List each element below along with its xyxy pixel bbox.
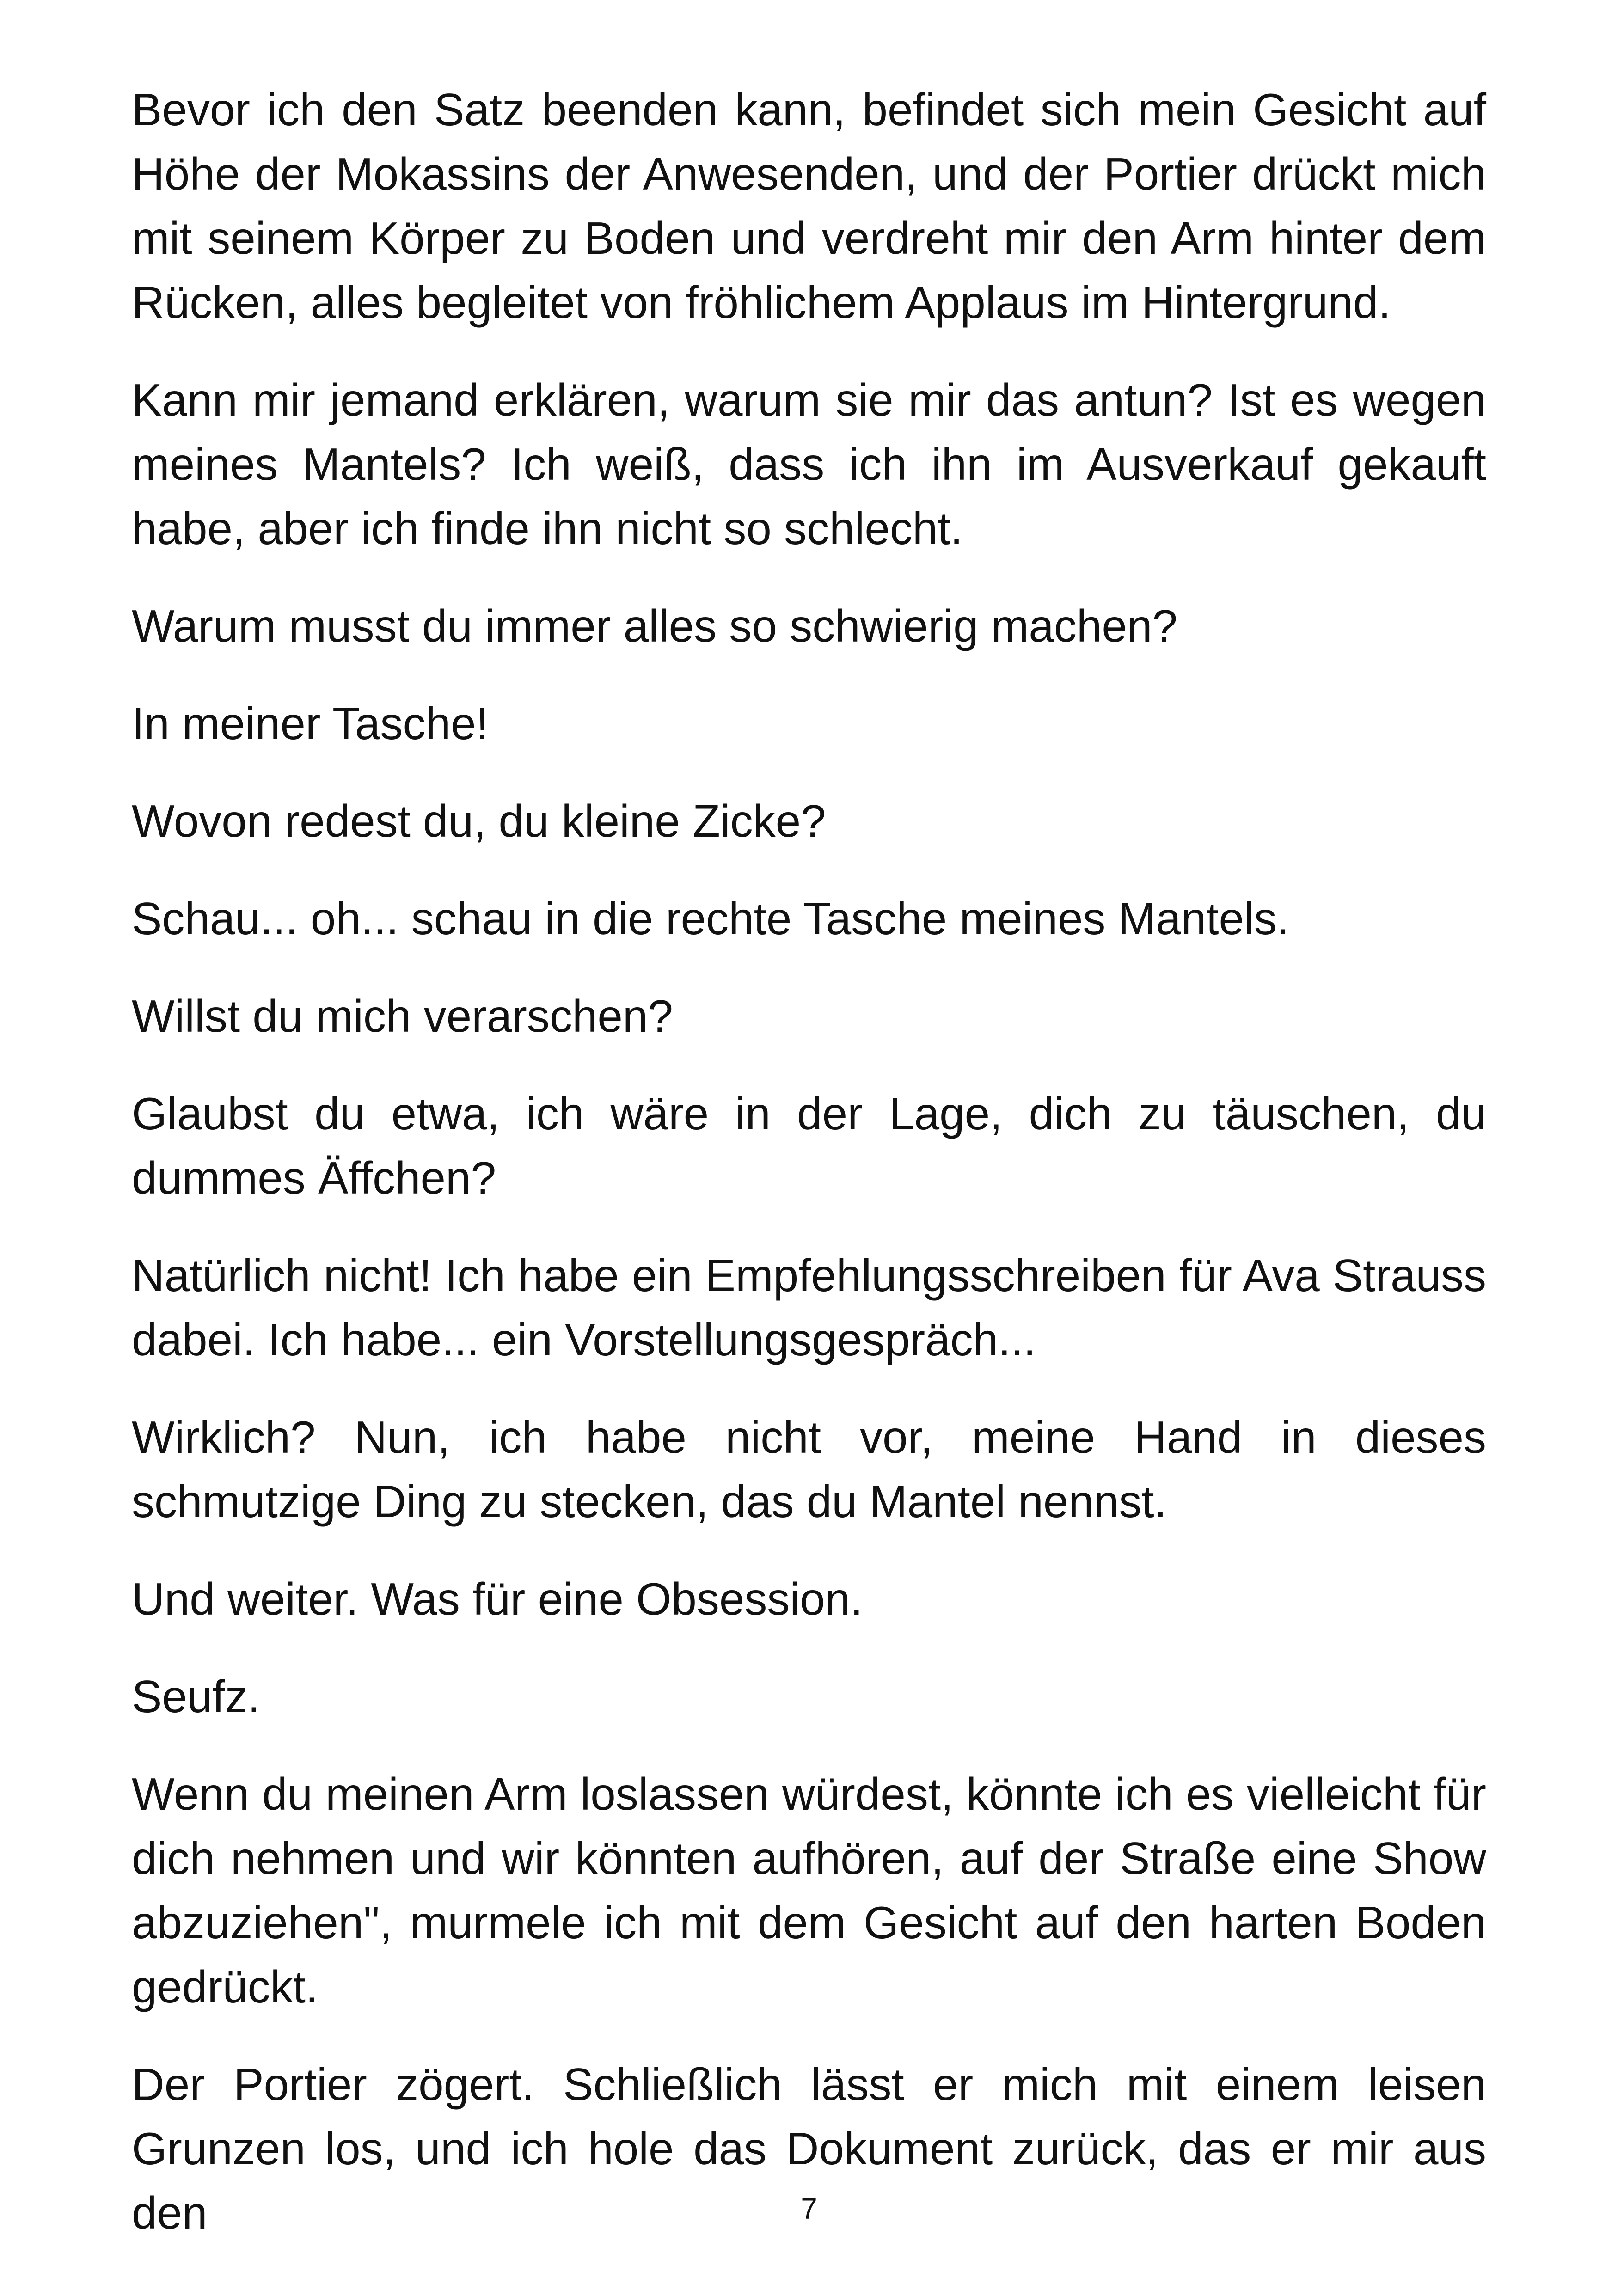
paragraph: Wovon redest du, du kleine Zicke? — [132, 796, 826, 846]
paragraph: Natürlich nicht! Ich habe ein Empfehlungsschreiben für Ava Strauss dabei. Ich habe... ein Vorstellungsgespräch... — [132, 1250, 1486, 1365]
paragraph: Der Portier zögert. Schließlich lässt er mich mit einem leisen Grunzen los, und ich hole das Dokument zurück, das er mir aus den — [132, 2059, 1486, 2238]
paragraph: In meiner Tasche! — [132, 698, 489, 749]
paragraph: Wirklich? Nun, ich habe nicht vor, meine Hand in dieses schmutzige Ding zu stecken, das du Mantel nennst. — [132, 1412, 1486, 1527]
paragraph: Warum musst du immer alles so schwierig machen? — [132, 600, 1177, 651]
paragraph: Und weiter. Was für eine Obsession. — [132, 1574, 863, 1624]
paragraph: Willst du mich verarschen? — [132, 991, 673, 1041]
paragraph: Seufz. — [132, 1671, 260, 1722]
paragraph: Bevor ich den Satz beenden kann, befindet sich mein Gesicht auf Höhe der Mokassins der Anwesenden, und der Portier drückt mich mit seinem Körper zu Boden und verdreht mir den Arm hinter dem Rücken, alles begleitet von fröhlichem Applaus im Hintergrund. — [132, 84, 1486, 328]
page-number: 7 — [801, 2192, 817, 2225]
paragraph: Schau... oh... schau in die rechte Tasche meines Mantels. — [132, 893, 1290, 944]
paragraph: Glaubst du etwa, ich wäre in der Lage, dich zu täuschen, du dummes Äffchen? — [132, 1088, 1486, 1203]
paragraph: Wenn du meinen Arm loslassen würdest, könnte ich es vielleicht für dich nehmen und wir könnten aufhören, auf der Straße eine Show abzuziehen", murmele ich mit dem Gesicht auf den harten Boden gedrückt. — [132, 1769, 1486, 2012]
paragraph: Kann mir jemand erklären, warum sie mir das antun? Ist es wegen meines Mantels? Ich weiß, dass ich ihn im Ausverkauf gekauft habe, aber ich finde ihn nicht so schlecht. — [132, 374, 1486, 554]
body-text — [132, 78, 1486, 2245]
